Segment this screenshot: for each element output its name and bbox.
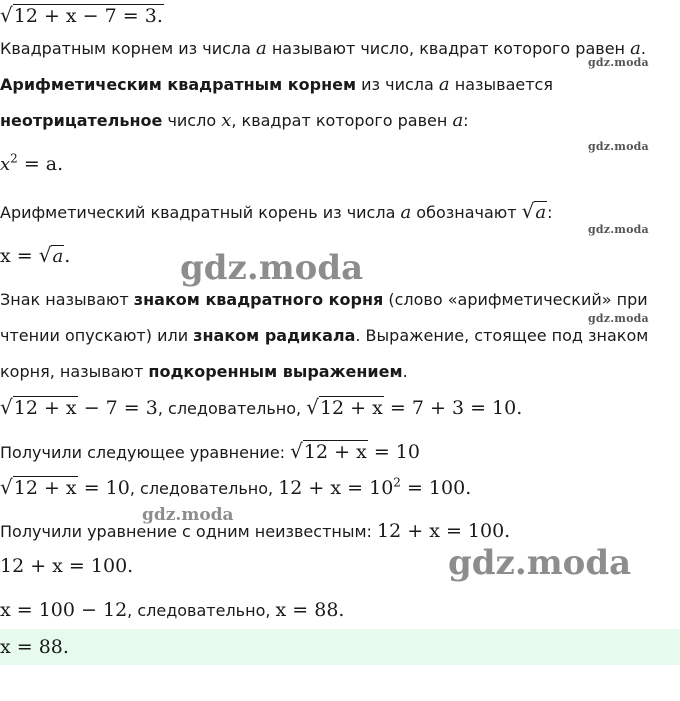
- solution-step-2: Получили следующее уравнение: √12 + x = 10: [0, 439, 420, 463]
- sign-name-sentence-2: чтении опускают) или знаком радикала. Выражение, стоящее под знаком: [0, 326, 649, 345]
- solution-step-5: 12 + x = 100.: [0, 555, 134, 577]
- final-answer: x = 88.: [0, 636, 69, 658]
- watermark-large: gdz.moda: [448, 543, 632, 583]
- solution-step-6: x = 100 − 12, следовательно, x = 88.: [0, 599, 345, 621]
- radicand: 12 + x − 7 = 3.: [13, 5, 163, 27]
- definition-square-root: Квадратным корнем из числа a называют число, квадрат которого равен a.: [0, 38, 646, 59]
- definition-arithmetic-root-1: Арифметическим квадратным корнем из числа a называется: [0, 74, 553, 95]
- watermark-small: gdz.moda: [588, 312, 649, 325]
- equation-initial: √12 + x − 7 = 3.: [0, 3, 163, 27]
- watermark-small: gdz.moda: [588, 140, 649, 153]
- solution-step-3: √12 + x = 10, следовательно, $12 + x = 10^2 = 100$.: [0, 475, 472, 499]
- answer-highlight: [0, 629, 680, 665]
- equation-x-squared: $x^2 = a$.: [0, 151, 64, 175]
- watermark-large: gdz.moda: [180, 248, 364, 288]
- notation-sentence: Арифметический квадратный корень из числа a обозначают √a:: [0, 199, 553, 223]
- watermark-medium: gdz.moda: [142, 505, 234, 525]
- radicand-sentence: корня, называют подкоренным выражением.: [0, 362, 408, 381]
- watermark-small: gdz.moda: [588, 56, 649, 69]
- sign-name-sentence-1: Знак называют знаком квадратного корня (слово «арифметический» при: [0, 290, 648, 309]
- solution-step-4: Получили уравнение с одним неизвестным: 12 + x = 100.: [0, 520, 511, 542]
- watermark-small: gdz.moda: [588, 223, 649, 236]
- equation-x-sqrt-a: x = √a.: [0, 243, 71, 267]
- definition-arithmetic-root-2: неотрицательное число x, квадрат которого равен a:: [0, 110, 469, 131]
- solution-step-1: √12 + x − 7 = 3, следовательно, √12 + x = 7 + 3 = 10.: [0, 395, 523, 419]
